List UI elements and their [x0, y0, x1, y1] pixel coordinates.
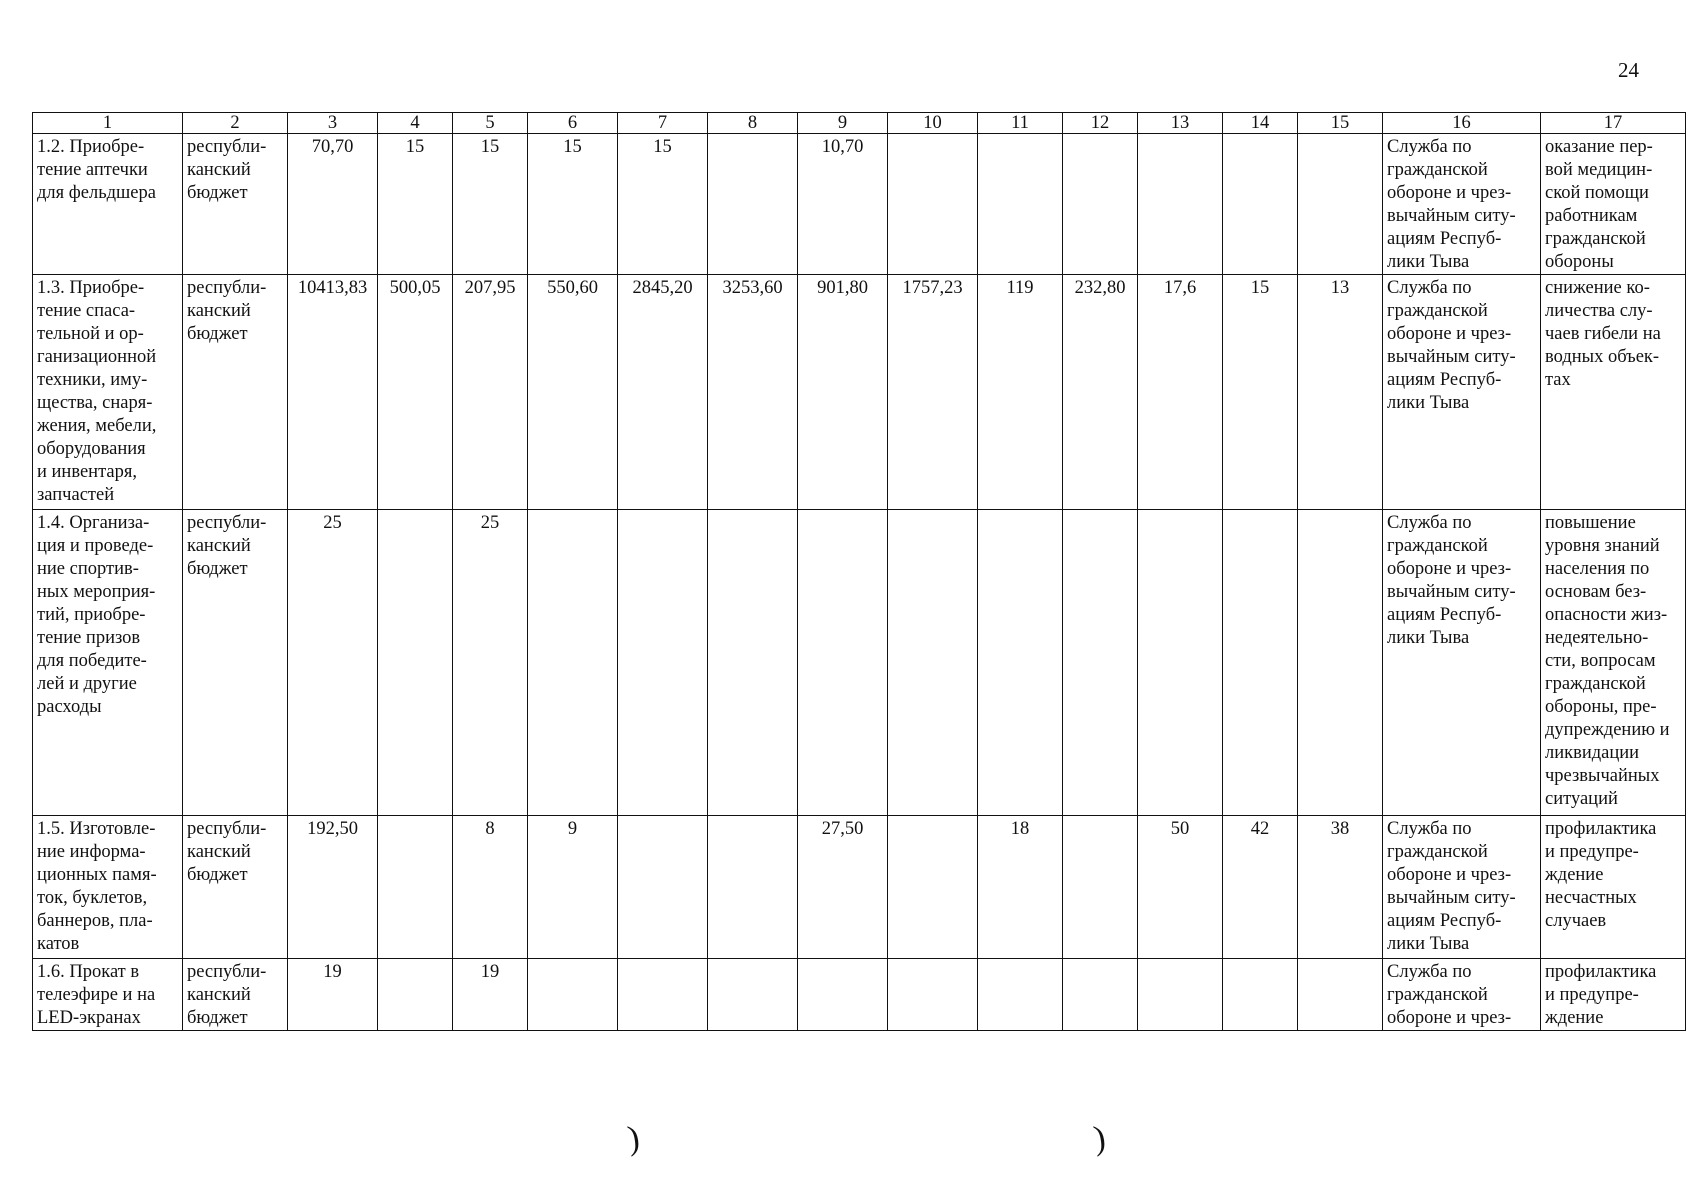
column-header: 8	[708, 113, 798, 134]
value-cell: 3253,60	[708, 275, 798, 510]
result-cell: оказание пер- вой медицин- ской помощи работникам гражданской обороны	[1541, 134, 1686, 275]
column-header: 17	[1541, 113, 1686, 134]
handwritten-mark: )	[1091, 1119, 1108, 1158]
value-cell	[888, 959, 978, 1031]
table-row	[33, 134, 1686, 275]
value-cell: 70,70	[288, 134, 378, 275]
value-cell	[1138, 134, 1223, 275]
activity-name-cell: 1.5. Изготовле- ние информа- ционных памя- ток, буклетов, баннеров, пла- катов	[33, 816, 183, 959]
value-cell	[1063, 134, 1138, 275]
executor-cell: Служба по гражданской обороне и чрез- вычайным ситу- ациям Респуб- лики Тыва	[1383, 275, 1541, 510]
value-cell	[798, 959, 888, 1031]
value-cell	[978, 134, 1063, 275]
column-header: 15	[1298, 113, 1383, 134]
table-row	[33, 816, 1686, 959]
value-cell: 27,50	[798, 816, 888, 959]
value-cell: 119	[978, 275, 1063, 510]
value-cell	[888, 510, 978, 816]
column-header: 1	[33, 113, 183, 134]
value-cell: 207,95	[453, 275, 528, 510]
activity-name-cell: 1.2. Приобре- тение аптечки для фельдшера	[33, 134, 183, 275]
value-cell: 2845,20	[618, 275, 708, 510]
value-cell: 10,70	[798, 134, 888, 275]
value-cell	[978, 959, 1063, 1031]
value-cell	[708, 510, 798, 816]
value-cell: 42	[1223, 816, 1298, 959]
value-cell	[978, 510, 1063, 816]
header-row	[33, 113, 1686, 134]
value-cell: 38	[1298, 816, 1383, 959]
value-cell: 19	[288, 959, 378, 1031]
program-table	[32, 112, 1686, 1031]
value-cell	[888, 816, 978, 959]
value-cell	[1138, 959, 1223, 1031]
value-cell: 901,80	[798, 275, 888, 510]
value-cell: 550,60	[528, 275, 618, 510]
table-row	[33, 510, 1686, 816]
table-row	[33, 275, 1686, 510]
column-header: 4	[378, 113, 453, 134]
value-cell: 15	[453, 134, 528, 275]
value-cell	[1063, 959, 1138, 1031]
value-cell: 18	[978, 816, 1063, 959]
value-cell	[1298, 959, 1383, 1031]
handwritten-mark: )	[625, 1119, 642, 1158]
value-cell	[1298, 134, 1383, 275]
value-cell	[708, 959, 798, 1031]
activity-name-cell: 1.3. Приобре- тение спаса- тельной и ор- ганизационной техники, иму- щества, снаря- жения, мебели, оборудования и инвентаря, запчастей	[33, 275, 183, 510]
value-cell	[528, 510, 618, 816]
value-cell	[378, 959, 453, 1031]
value-cell	[618, 510, 708, 816]
value-cell	[618, 959, 708, 1031]
result-cell: снижение ко- личества слу- чаев гибели на водных объек- тах	[1541, 275, 1686, 510]
value-cell: 13	[1298, 275, 1383, 510]
result-cell: повышение уровня знаний населения по основам без- опасности жиз- недеятельно- сти, вопросам гражданской обороны, пре- дупреждению и ликвидации чрезвычайных ситуаций	[1541, 510, 1686, 816]
funding-source-cell: республи- канский бюджет	[183, 275, 288, 510]
column-header: 13	[1138, 113, 1223, 134]
value-cell: 25	[288, 510, 378, 816]
value-cell	[1063, 510, 1138, 816]
value-cell: 17,6	[1138, 275, 1223, 510]
column-header: 11	[978, 113, 1063, 134]
value-cell	[708, 816, 798, 959]
value-cell	[888, 134, 978, 275]
value-cell: 50	[1138, 816, 1223, 959]
value-cell: 192,50	[288, 816, 378, 959]
result-cell: профилактика и предупре- ждение несчастных случаев	[1541, 816, 1686, 959]
value-cell	[1298, 510, 1383, 816]
value-cell	[378, 510, 453, 816]
value-cell: 15	[528, 134, 618, 275]
executor-cell: Служба по гражданской обороне и чрез- вычайным ситу- ациям Респуб- лики Тыва	[1383, 816, 1541, 959]
executor-cell: Служба по гражданской обороне и чрез- вычайным ситу- ациям Респуб- лики Тыва	[1383, 134, 1541, 275]
value-cell: 500,05	[378, 275, 453, 510]
column-header: 10	[888, 113, 978, 134]
value-cell: 15	[378, 134, 453, 275]
value-cell	[798, 510, 888, 816]
column-header: 14	[1223, 113, 1298, 134]
value-cell: 25	[453, 510, 528, 816]
funding-source-cell: республи- канский бюджет	[183, 134, 288, 275]
value-cell	[378, 816, 453, 959]
page-number: 24	[1618, 58, 1639, 82]
activity-name-cell: 1.6. Прокат в телеэфире и на LED-экранах	[33, 959, 183, 1031]
column-header: 5	[453, 113, 528, 134]
value-cell: 10413,83	[288, 275, 378, 510]
executor-cell: Служба по гражданской обороне и чрез- вычайным ситу- ациям Респуб- лики Тыва	[1383, 510, 1541, 816]
value-cell	[1063, 816, 1138, 959]
column-header: 7	[618, 113, 708, 134]
value-cell	[708, 134, 798, 275]
value-cell	[618, 816, 708, 959]
activity-name-cell: 1.4. Организа- ция и проведе- ние спортив- ных мероприя- тий, приобре- тение призов для победите- лей и другие расходы	[33, 510, 183, 816]
column-header: 2	[183, 113, 288, 134]
value-cell: 15	[1223, 275, 1298, 510]
column-header: 9	[798, 113, 888, 134]
table-row	[33, 959, 1686, 1031]
value-cell	[1138, 510, 1223, 816]
value-cell: 1757,23	[888, 275, 978, 510]
column-header: 6	[528, 113, 618, 134]
value-cell	[1223, 134, 1298, 275]
funding-source-cell: республи- канский бюджет	[183, 959, 288, 1031]
value-cell	[1223, 510, 1298, 816]
result-cell: профилактика и предупре- ждение	[1541, 959, 1686, 1031]
value-cell	[528, 959, 618, 1031]
value-cell: 232,80	[1063, 275, 1138, 510]
funding-source-cell: республи- канский бюджет	[183, 510, 288, 816]
value-cell: 8	[453, 816, 528, 959]
column-header: 3	[288, 113, 378, 134]
value-cell: 19	[453, 959, 528, 1031]
column-header: 16	[1383, 113, 1541, 134]
value-cell: 15	[618, 134, 708, 275]
funding-source-cell: республи- канский бюджет	[183, 816, 288, 959]
value-cell: 9	[528, 816, 618, 959]
value-cell	[1223, 959, 1298, 1031]
column-header: 12	[1063, 113, 1138, 134]
executor-cell: Служба по гражданской обороне и чрез-	[1383, 959, 1541, 1031]
